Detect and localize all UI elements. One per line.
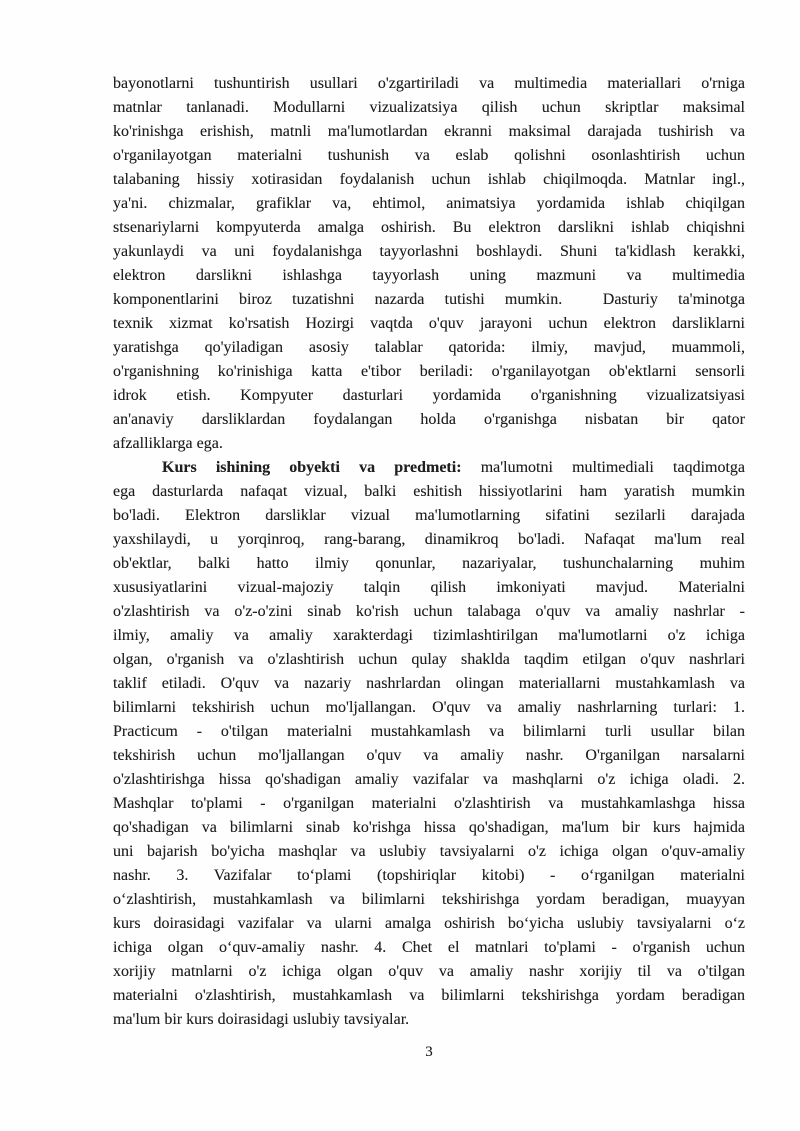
text-line: olgan, o'rganish va o'zlashtirish uchun qulay shaklda taqdim etilgan o'quv nashrlari [113, 651, 745, 668]
text-line: yaxshilaydi, u yorqinroq, rang-barang, dinamikroq bo'ladi. Nafaqat ma'lum real [113, 531, 745, 548]
text-line: idrok etish. Kompyuter dasturlari yordamida o'rganishning vizualizatsiyasi [113, 387, 745, 404]
text-line: ilmiy, amaliy va amaliy xarakterdagi tizimlashtirilgan ma'lumotlarni o'z ichiga [113, 627, 745, 644]
text-line: elektron darslikni ishlashga tayyorlash uning mazmuni va multimedia [113, 267, 745, 284]
text-line: o'zlashtirishga hissa qo'shadigan amaliy vazifalar va mashqlarni o'z ichiga oladi. 2. [113, 771, 745, 788]
text-line: matnlar tanlanadi. Modullarni vizualizatsiya qilish uchun skriptlar maksimal [113, 99, 745, 116]
text-line: ob'ektlar, balki hatto ilmiy qonunlar, nazariyalar, tushunchalarning muhim [113, 555, 745, 572]
text-line: Practicum - o'tilgan materialni mustahkamlash va bilimlarni turli usullar bilan [113, 723, 745, 740]
text-line: tekshirish uchun mo'ljallangan o'quv va amaliy nashr. O'rganilgan narsalarni [113, 747, 745, 764]
text-line: bilimlarni tekshirish uchun mo'ljallangan. O'quv va amaliy nashrlarning turlari: 1. [113, 699, 745, 716]
text-line: bayonotlarni tushuntirish usullari o'zgartiriladi va multimedia materiallari o'rniga [113, 75, 745, 92]
text-line: kurs doirasidagi vazifalar va ularni amalga oshirish bo‘yicha uslubiy tavsiyalarni o‘z [113, 915, 745, 932]
text-line: ichiga olgan o‘quv-amaliy nashr. 4. Chet el matnlari to'plami - o'rganish uchun [113, 939, 745, 956]
paragraph [113, 456, 745, 1032]
text-line: texnik xizmat ko'rsatish Hozirgi vaqtda o'quv jarayoni uchun elektron darsliklarni [113, 315, 745, 332]
text-line: o'rganilayotgan materialni tushunish va eslab qolishni osonlashtirish uchun [113, 147, 745, 164]
text-line: qo'shadigan va bilimlarni sinab ko'rishga hissa qo'shadigan, ma'lum bir kurs hajmida [113, 819, 745, 836]
text-line: nashr. 3. Vazifalar to‘plami (topshiriqlar kitobi) - o‘rganilgan materialni [113, 867, 745, 884]
text-line: an'anaviy darsliklardan foydalangan holda o'rganishga nisbatan bir qator [113, 411, 745, 428]
text-line: xorijiy matnlarni o'z ichiga olgan o'quv va amaliy nashr xorijiy til va o'tilgan [113, 963, 745, 980]
text-line: yaratishga qo'yiladigan asosiy talablar qatorida: ilmiy, mavjud, muammoli, [113, 339, 745, 356]
page-number: 3 [425, 1044, 433, 1060]
text-line: xususiyatlarini vizual-majoziy talqin qilish imkoniyati mavjud. Materialni [113, 579, 745, 596]
bold-lead-text: Kurs ishining obyekti va predmeti: [162, 459, 462, 476]
text-line: afzalliklarga ega. [113, 435, 223, 452]
text-line: Kurs ishining obyekti va predmeti: ma'lumotni multimediali taqdimotga [162, 459, 746, 476]
text-line: taklif etiladi. O'quv va nazariy nashrlardan olingan materiallarni mustahkamlash va [113, 675, 745, 692]
text-line: Mashqlar to'plami - o'rganilgan materialni o'zlashtirish va mustahkamlashga hissa [113, 795, 745, 812]
text-line: materialni o'zlashtirish, mustahkamlash va bilimlarni tekshirishga yordam beradigan [113, 987, 745, 1004]
text-line: uni bajarish bo'yicha mashqlar va uslubiy tavsiyalarni o'z ichiga olgan o'quv-amaliy [113, 843, 745, 860]
text-line: bo'ladi. Elektron darsliklar vizual ma'lumotlarning sifatini sezilarli darajada [113, 507, 745, 524]
document-body [113, 72, 745, 1032]
text-line: o'zlashtirish va o'z-o'zini sinab ko'rish uchun talabaga o'quv va amaliy nashrlar - [113, 603, 745, 620]
text-line: stsenariylarni kompyuterda amalga oshirish. Bu elektron darslikni ishlab chiqishni [113, 219, 745, 236]
text-line: komponentlarini biroz tuzatishni nazarda tutishi mumkin. Dasturiy ta'minotga [113, 291, 745, 308]
text-line: o'rganishning ko'rinishiga katta e'tibor beriladi: o'rganilayotgan ob'ektlarni sensorli [113, 363, 745, 380]
paragraph [113, 72, 745, 456]
text-line: o‘zlashtirish, mustahkamlash va bilimlarni tekshirishga yordam beradigan, muayyan [113, 891, 745, 908]
text-line: ma'lum bir kurs doirasidagi uslubiy tavsiyalar. [113, 1011, 410, 1028]
text-line: ya'ni. chizmalar, grafiklar va, ehtimol, animatsiya yordamida ishlab chiqilgan [113, 195, 745, 212]
text-line: yakunlaydi va uni foydalanishga tayyorlashni boshlaydi. Shuni ta'kidlash kerakki, [113, 243, 745, 260]
text-line: ko'rinishga erishish, matnli ma'lumotlardan ekranni maksimal darajada tushirish va [113, 123, 745, 140]
text-line: talabaning hissiy xotirasidan foydalanish uchun ishlab chiqilmoqda. Matnlar ingl., [113, 171, 745, 188]
text-line: ega dasturlarda nafaqat vizual, balki eshitish hissiyotlarini ham yaratish mumkin [113, 483, 745, 500]
